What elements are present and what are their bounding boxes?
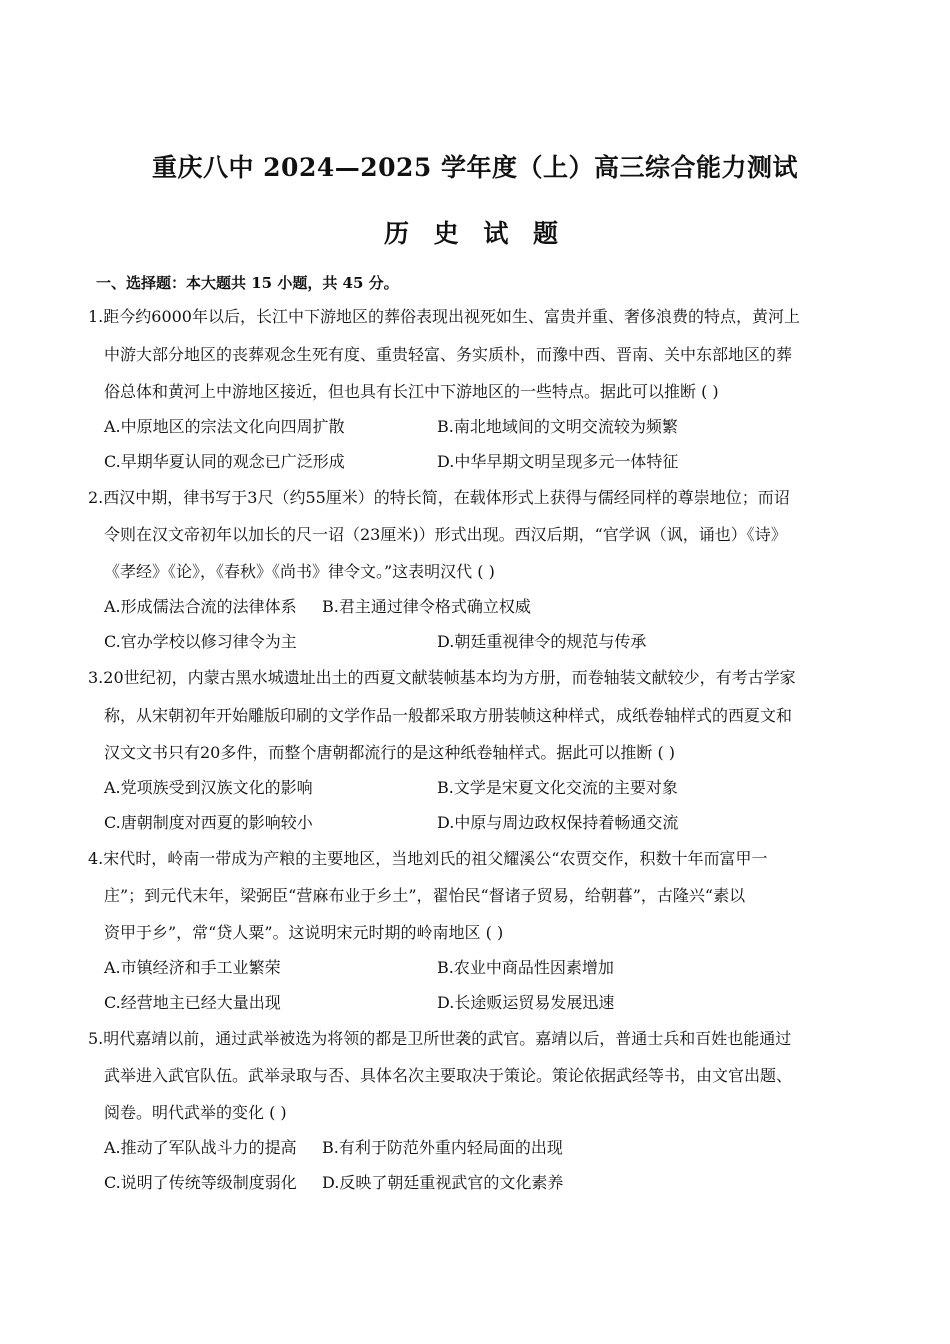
question-3-line-2: 称，从宋朝初年开始雕版印刷的文学作品一般都采取方册装帧这种样式，成纸卷轴样式的西夏文和 [104, 706, 793, 725]
question-4-option-c[interactable]: C.经营地主已经大量出现 [104, 993, 281, 1012]
exam-title: 重庆八中 2024—2025 学年度（上）高三综合能力测试 [151, 153, 799, 182]
question-2-option-b[interactable]: B.君主通过律令格式确立权威 [322, 597, 531, 616]
question-1-option-a[interactable]: A.中原地区的宗法文化向四周扩散 [104, 417, 345, 436]
question-2-option-a[interactable]: A.形成儒法合流的法律体系 [104, 597, 297, 616]
question-5-option-d[interactable]: D.反映了朝廷重视武官的文化素养 [322, 1173, 564, 1192]
question-4-option-a[interactable]: A.市镇经济和手工业繁荣 [104, 958, 281, 977]
question-3-line-3: 汉文文书只有20多件，而整个唐朝都流行的是这种纸卷轴样式。据此可以推断 ( ) [104, 743, 676, 762]
question-1-line-3: 俗总体和黄河上中游地区接近，但也具有长江中下游地区的一些特点。据此可以推断 ( ) [104, 382, 719, 401]
question-2-option-c[interactable]: C.官办学校以修习律令为主 [104, 632, 297, 651]
question-1-option-c[interactable]: C.早期华夏认同的观念已广泛形成 [104, 452, 345, 471]
question-5-line-2: 武举进入武官队伍。武举录取与否、具体名次主要取决于策论。策论依据武经等书，由文官出题、 [104, 1066, 793, 1085]
question-3-line-1: 3.20世纪初，内蒙古黑水城遗址出土的西夏文献装帧基本均为方册，而卷轴装文献较少，有考古学家 [88, 668, 796, 687]
question-4-option-b[interactable]: B.农业中商品性因素增加 [437, 958, 614, 977]
question-5-line-1: 5.明代嘉靖以前，通过武举被选为将领的都是卫所世袭的武官。嘉靖以后，普通士兵和百姓也能通过 [88, 1029, 792, 1048]
question-5-option-c[interactable]: C.说明了传统等级制度弱化 [104, 1173, 297, 1192]
question-2-line-2: 令则在汉文帝初年以加长的尺一诏（23厘米)）形式出现。西汉后期，“官学讽（讽，诵也）《诗》 [104, 525, 787, 544]
question-3-option-b[interactable]: B.文学是宋夏文化交流的主要对象 [437, 778, 678, 797]
section-heading: 一、选择题：本大题共 15 小题，共 45 分。 [96, 274, 399, 292]
question-5-option-b[interactable]: B.有利于防范外重内轻局面的出现 [322, 1138, 563, 1157]
question-2-option-d[interactable]: D.朝廷重视律令的规范与传承 [437, 632, 647, 651]
question-3-option-c[interactable]: C.唐朝制度对西夏的影响较小 [104, 813, 313, 832]
question-1-option-d[interactable]: D.中华早期文明呈现多元一体特征 [437, 452, 679, 471]
exam-subject: 历 史 试 题 [383, 219, 567, 248]
question-3-option-a[interactable]: A.党项族受到汉族文化的影响 [104, 778, 313, 797]
question-1-line-1: 1.距今约6000年以后，长江中下游地区的葬俗表现出视死如生、富贵并重、奢侈浪费的特点，黄河上 [88, 307, 800, 326]
question-4-line-2: 庄”；到元代末年，梁弼臣“营麻布业于乡土”，翟怡民“督诸子贸易，给朝暮”，古隆兴“素以 [104, 886, 746, 905]
question-3-option-d[interactable]: D.中原与周边政权保持着畅通交流 [437, 813, 679, 832]
question-4-option-d[interactable]: D.长途贩运贸易发展迅速 [437, 993, 615, 1012]
question-4-line-3: 资甲于乡”，常“贷人粟”。这说明宋元时期的岭南地区 ( ) [104, 923, 504, 942]
question-1-option-b[interactable]: B.南北地域间的文明交流较为频繁 [437, 417, 678, 436]
question-2-line-3: 《孝经》《论》，《春秋》《尚书》律令文。”这表明汉代 ( ) [104, 562, 495, 581]
question-5-line-3: 阅卷。明代武举的变化 ( ) [104, 1103, 287, 1122]
question-5-option-a[interactable]: A.推动了军队战斗力的提高 [104, 1138, 297, 1157]
question-4-line-1: 4.宋代时，岭南一带成为产粮的主要地区，当地刘氏的祖父耀溪公“农贾交作，积数十年而富甲一 [88, 849, 768, 868]
question-2-line-1: 2.西汉中期，律书写于3尺（约55厘米）的特长简，在载体形式上获得与儒经同样的尊崇地位；而诏 [88, 488, 790, 507]
question-1-line-2: 中游大部分地区的丧葬观念生死有度、重贵轻富、务实质朴，而豫中西、晋南、关中东部地区的葬 [104, 345, 793, 364]
